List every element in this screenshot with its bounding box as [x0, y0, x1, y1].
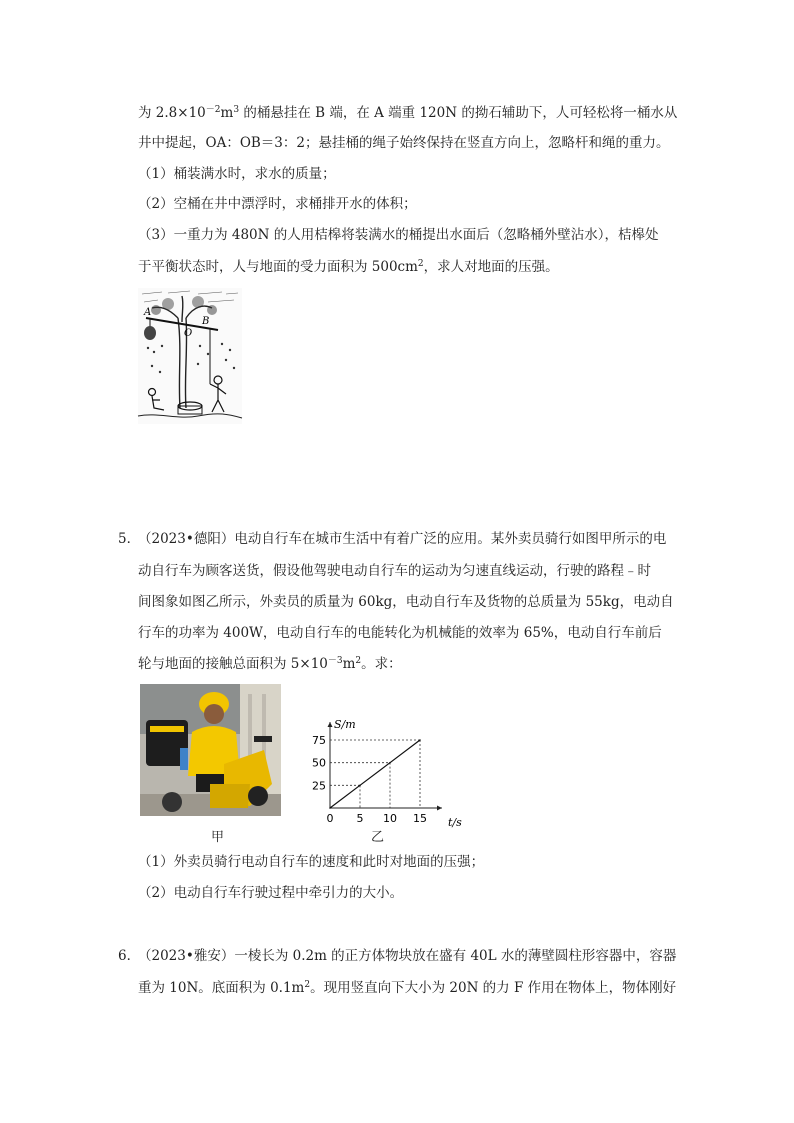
q5-sub-1: （1）外卖员骑行电动自行车的速度和此时对地面的压强；	[138, 854, 485, 870]
data-point	[389, 762, 391, 764]
q6-line-2	[138, 978, 676, 998]
q5-exponent: 2	[355, 656, 362, 666]
q4-exponent: －2	[205, 105, 221, 115]
label-o: O	[184, 328, 193, 339]
q4-sub-3: （3）一重力为 480N 的人用桔槔将装满水的桶提出水面后（忽略桶外壁沾水），桔槔处	[138, 227, 659, 243]
q5-line-2: 动自行车为顾客送货，假设他驾驶电动自行车的运动为匀速直线运动，行驶的路程﹣时	[138, 563, 651, 579]
delivery-rider-photo	[140, 684, 281, 816]
q4-line-1-text: 为 2.8×10	[138, 105, 206, 121]
q5-unit: m	[342, 656, 356, 672]
series-line	[330, 740, 420, 808]
q5-sub-2: （2）电动自行车行驶过程中牵引力的大小。	[138, 885, 404, 901]
x-tick-label: 10	[383, 812, 397, 825]
q4-exponent: 2	[417, 259, 424, 269]
well-sweep-illustration	[138, 288, 242, 424]
q4-sub-2: （2）空桶在井中漂浮时，求桶排开水的体积；	[138, 196, 417, 212]
q5-line-4: 行车的功率为 400W，电动自行车的电能转化为机械能的效率为 65%，电动自行车前后	[138, 625, 662, 641]
distance-time-chart	[310, 714, 460, 828]
y-tick-label: 75	[312, 734, 326, 747]
x-axis-label: t/s	[448, 816, 462, 829]
y-axis-arrow	[328, 722, 333, 727]
photo-caption: 甲	[211, 830, 225, 845]
q6-number: 6．	[118, 948, 141, 964]
label-b: B	[202, 316, 210, 327]
x-tick-label: 5	[356, 812, 364, 825]
q4-line-1-rest: 的桶悬挂在 B 端，在 A 端重 120N 的拗石辅助下，人可轻松将一桶水从	[239, 105, 678, 121]
q5-line-5-text: 轮与地面的接触总面积为 5×10	[138, 656, 328, 672]
y-tick-label: 25	[312, 779, 326, 793]
q5-line-5	[138, 654, 402, 674]
x-axis-arrow	[437, 806, 442, 811]
q4-unit: m	[220, 105, 234, 121]
q4-sub-1: （1）桶装满水时，求水的质量；	[138, 166, 336, 182]
q5-exponent: －3	[327, 656, 343, 666]
chart-series	[329, 739, 421, 809]
q5-line-5-rest: 。求：	[361, 656, 402, 672]
data-point	[419, 739, 421, 741]
q4-sub-3-continued	[138, 257, 559, 277]
q6-line-1: （2023•雅安）一棱长为 0.2m 的正方体物块放在盛有 40L 水的薄壁圆柱形容器中，容器	[138, 948, 677, 964]
graph-caption: 乙	[371, 830, 385, 845]
y-axis-label: S/m	[334, 718, 356, 731]
x-tick-label: 0	[326, 812, 334, 825]
q6-line-2-rest: 。现用竖直向下大小为 20N 的力 F 作用在物体上，物体刚好	[310, 980, 677, 996]
x-tick-label: 15	[413, 812, 427, 825]
label-a: A	[144, 307, 152, 318]
q4-line-2: 井中提起，OA：OB＝3：2；悬挂桶的绳子始终保持在竖直方向上，忽略杆和绳的重力。	[138, 135, 670, 151]
data-point	[329, 807, 331, 809]
q4-sub-3b-text: 于平衡状态时，人与地面的受力面积为 500cm	[138, 259, 418, 275]
data-point	[359, 785, 361, 787]
q5-number: 5．	[118, 531, 141, 547]
y-tick-label: 50	[312, 756, 326, 770]
q4-sub-3b-rest: ，求人对地面的压强。	[423, 259, 559, 275]
q5-line-1: （2023•德阳）电动自行车在城市生活中有着广泛的应用。某外卖员骑行如图甲所示的电	[138, 531, 667, 547]
q4-exponent: 3	[233, 105, 240, 115]
q6-line-2-text: 重为 10N。底面积为 0.1m	[138, 980, 305, 996]
q5-line-3: 间图象如图乙所示，外卖员的质量为 60kg，电动自行车及货物的总质量为 55kg，电动自	[138, 594, 674, 610]
q4-line-1	[138, 103, 677, 123]
q6-exponent: 2	[304, 980, 311, 990]
